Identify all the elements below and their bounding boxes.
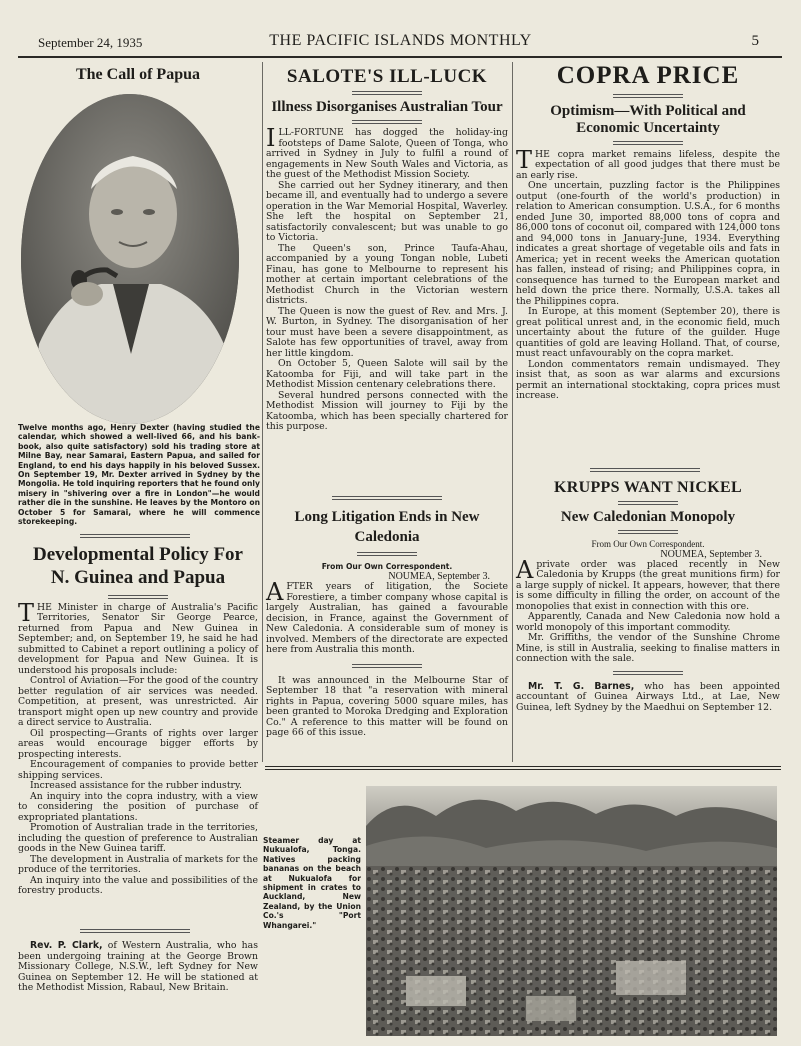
- policy-item: The development in Australia of markets for the produce of the territories.: [18, 853, 258, 876]
- copra-subtitle-line1: Optimism—With Political and: [550, 103, 746, 119]
- drop-cap: A: [516, 555, 534, 584]
- dateline: NOUMEA, September 3.: [388, 571, 490, 582]
- call-of-papua-article: [18, 66, 258, 84]
- masthead-rule: [18, 56, 782, 58]
- correspondent-line: From Our Own Correspondent.: [321, 562, 453, 571]
- section-divider: [590, 468, 700, 472]
- clark-text: of Western Australia, who has been undergoing training at the George Brown Missionary College, N.S.W., left Sydney for New Guinea on September 12. He will be stationed at the Methodist Mission, Rabaul, New Britain.: [18, 940, 258, 993]
- developmental-policy-title-line2: N. Guinea and Papua: [50, 566, 226, 588]
- krupps-body: [516, 555, 780, 665]
- policy-item: Increased assistance for the rubber industry.: [30, 780, 242, 792]
- policy-item: Oil prospecting—Grants of rights over larger areas would encourage bigger efforts by prospecting interests.: [18, 727, 258, 760]
- policy-item: Promotion of Australian trade in the territories, including the question of preference to Australian goods in the New Guinea tariff.: [18, 822, 258, 855]
- photo-block-rule: [265, 766, 781, 767]
- publication-title: THE PACIFIC ISLANDS MONTHLY: [269, 32, 532, 49]
- krupps-paragraph: private order was placed recently in New Caledonia by Krupps (the great munitions firm) for a large supply of nickel. It appears, however, that there is some difficulty in filling the order, on account of the monopolies that exist in connection with this ore.: [516, 558, 780, 612]
- title-underline: [613, 94, 683, 98]
- correspondent-line: From Our Own Correspondent.: [591, 538, 705, 549]
- title-underline: [108, 595, 168, 599]
- title-underline: [352, 120, 422, 124]
- dateline: NOUMEA, September 3.: [660, 548, 762, 560]
- salote-body: [266, 124, 508, 433]
- clark-notice: [18, 941, 258, 994]
- portrait-photo-icon: [21, 94, 239, 424]
- salote-title: SALOTE'S ILL-LUCK: [286, 66, 488, 87]
- banana-beach-photo-icon: [366, 786, 777, 1036]
- barnes-text: who has been appointed accountant of Guinea Airways Ltd., at Lae, New Guinea, left Sydney by the Maedhui on September 12.: [516, 680, 780, 713]
- section-divider: [80, 534, 190, 538]
- developmental-policy-intro: HE Minister in charge of Australia's Pacific Territories, Senator Sir George Pearce, returned from Papua and New Guinea in September; and, on September 19, he said he had submitted to Cabinet a report outlining a policy of development for Papua and New Guinea. It is understood his proposals include:: [18, 601, 258, 676]
- barnes-name: Mr. T. G. Barnes,: [528, 680, 635, 692]
- long-litigation-paragraph: FTER years of litigation, the Societe Forestiere, a timber company whose capital is largely Australian, has gained a favourable decision, in France, against the Government of New Caledonia. A considerable sum of money is involved. Members of the directorate are expected here from Australia this month.: [266, 581, 508, 655]
- clark-name: Rev. P. Clark,: [30, 940, 103, 951]
- barnes-notice: [516, 682, 780, 714]
- call-of-papua-caption-block: [18, 423, 260, 526]
- salote-paragraph: Several hundred persons connected with the Methodist Mission will journey to Fiji by the Katoomba, which has been specially chartered for this purpose.: [266, 389, 508, 433]
- salote-paragraph: On October 5, Queen Salote will sail by the Katoomba for Fiji, and will take part in the Methodist Mission centenary celebrations there.: [266, 358, 508, 391]
- copra-paragraph: HE copra market remains lifeless, despite the expectation of all good judges that there must be an early rise.: [516, 148, 780, 181]
- moroka-paragraph: It was announced in the Melbourne Star of September 18 that "a reservation with mineral rights in Papua, covering 5000 square miles, has been granted to Moroka Dredging and Exploration Co." A reference to this matter will be found on page 66 of this issue.: [266, 674, 508, 738]
- steamer-caption-block: [263, 836, 361, 930]
- henry-dexter-portrait: [21, 94, 239, 424]
- policy-item: An inquiry into the copra industry, with a view to considering the position of purchase of expropriated plantations.: [18, 790, 258, 823]
- masthead: [18, 32, 783, 54]
- policy-item: An inquiry into the value and possibilities of the forestry products.: [18, 874, 258, 897]
- title-underline: [618, 530, 678, 534]
- salote-paragraph: The Queen's son, Prince Taufa-Ahau, accompanied by a young Tongan noble, Lubeti Finau, has gone to Melbourne to represent his mother at certain important celebrations of the Methodist Church in the Victorian western districts.: [266, 242, 508, 307]
- policy-item: Control of Aviation—For the good of the country better regulation of air services was needed. Competition, at present, was unrestricted. Air transport might open up new country and provide a direct service to Australia.: [18, 675, 258, 729]
- copra-paragraph: In Europe, at this moment (September 20), there is great political unrest and, in the economic field, much uncertainty about the future of the guilder. Huge quantities of gold are leaving Holland. That, of course, must react unfavourably on the copra market.: [516, 306, 780, 360]
- section-divider: [332, 496, 442, 500]
- krupps-paragraph: Apparently, Canada and New Caledonia now hold a world monopoly of this important commodity.: [516, 611, 780, 633]
- steamer-day-photo: [366, 786, 777, 1036]
- copra-body: [516, 145, 780, 402]
- drop-cap: T: [516, 145, 533, 174]
- salote-paragraph: The Queen is now the guest of Rev. and Mrs. J. W. Burton, in Sydney. The disorganisation of her tour must have been a severe disappointment, as Salote has few opportunities of travel, away from her little kingdom.: [266, 305, 508, 359]
- column-divider: [512, 62, 513, 762]
- long-litigation-title-line2: Caledonia: [354, 528, 420, 545]
- copra-title: COPRA PRICE: [556, 62, 740, 89]
- copra-subtitle: [516, 103, 780, 137]
- salote-article: [266, 66, 508, 433]
- title-underline: [357, 552, 417, 556]
- column-divider: [262, 62, 263, 762]
- copra-paragraph: One uncertain, puzzling factor is the Philippines output (one-fourth of the world's production) in relation to American consumption. U.S.A., for 6 months ended June 30, imported 88,000 tons of copra and 86,000 tons of coconut oil, compared with 124,000 tons and 94,000 tons in January-June, 1934. Everything indicates a great shortage of vegetable oils and fats in America; yet in recent weeks the American quotation has fallen, instead of rising; and Philippines copra, in consequence has turned to the European market and held down the price there. Normally, U.S.A. takes all the Philippines copra.: [516, 180, 780, 307]
- long-litigation-article: [266, 508, 508, 739]
- krupps-paragraph: Mr. Griffiths, the vendor of the Sunshine Chrome Mine, is still in Australia, seeking to finalise matters in connection with the sale.: [516, 632, 780, 665]
- long-litigation-body: [266, 578, 508, 656]
- salote-paragraph: She carried out her Sydney itinerary, and then became ill, and eventually had to undergo a severe operation in the War Memorial Hospital, Waverley. She left the hospital on September 21, satisfactorily convalescent; but was unable to go to Victoria.: [266, 179, 508, 244]
- copra-subtitle-line2: Economic Uncertainty: [576, 119, 720, 136]
- policy-item: Encouragement of companies to provide better shipping services.: [18, 759, 258, 781]
- photo-block-rule: [265, 769, 781, 770]
- section-divider: [80, 929, 190, 933]
- long-litigation-title-line1: Long Litigation Ends in New: [294, 509, 480, 525]
- developmental-policy-title-line1: Developmental Policy For: [32, 544, 243, 565]
- dexter-caption: Twelve months ago, Henry Dexter (having studied the calendar, which showed a well-lived 66, and his bank-book, also quite satisfactory) sold his trading store at Milne Bay, near Samarai, Eastern Papua, and sailed for England, to end his days happily in his beloved Sussex. On September 19, Mr. Dexter arrived in Sydney by the Mongolia. He told inquiring reporters that he found only misery in "shivering over a fire in London"—he would rather die in the sunshine. He leaves by the Montoro on October 5 for Samarai, where he will commence storekeeping.: [18, 423, 260, 527]
- title-underline: [618, 501, 678, 505]
- title-underline: [352, 91, 422, 95]
- developmental-policy-article: [18, 544, 258, 897]
- page-number: 5: [751, 33, 759, 49]
- copra-paragraph: London commentators remain undismayed. They insist that, as soon as war alarms and excursions permit an international stocktaking, copra prices must increase.: [516, 358, 780, 402]
- krupps-article: [516, 479, 780, 713]
- copra-article: [516, 62, 780, 402]
- developmental-policy-title: [18, 544, 258, 590]
- developmental-policy-body: [18, 598, 258, 897]
- long-litigation-title: [266, 508, 508, 547]
- krupps-title: KRUPPS WANT NICKEL: [554, 479, 742, 496]
- salote-paragraph: LL-FORTUNE has dogged the holiday-ing footsteps of Dame Salote, Queen of Tonga, who arrived in Sydney in July to fulfil a round of engagements in New South Wales and Victoria, as the guest of the Methodist Mission Society.: [266, 127, 508, 181]
- call-of-papua-title: The Call of Papua: [75, 66, 200, 83]
- drop-cap: T: [18, 598, 35, 627]
- section-divider: [613, 671, 683, 675]
- issue-date: September 24, 1935: [38, 35, 143, 50]
- salote-subtitle: Illness Disorganises Australian Tour: [271, 99, 503, 116]
- drop-cap: A: [266, 578, 284, 606]
- steamer-caption: Steamer day at Nukualofa, Tonga. Natives packing bananas on the beach at Nukualofa for shipment in crates to Auckland, New Zealand, by the Union Co.'s "Port Whangarei.": [263, 836, 361, 930]
- krupps-subtitle: New Caledonian Monopoly: [560, 508, 736, 525]
- drop-cap: I: [266, 124, 276, 153]
- section-divider: [352, 664, 422, 668]
- title-underline: [613, 141, 683, 145]
